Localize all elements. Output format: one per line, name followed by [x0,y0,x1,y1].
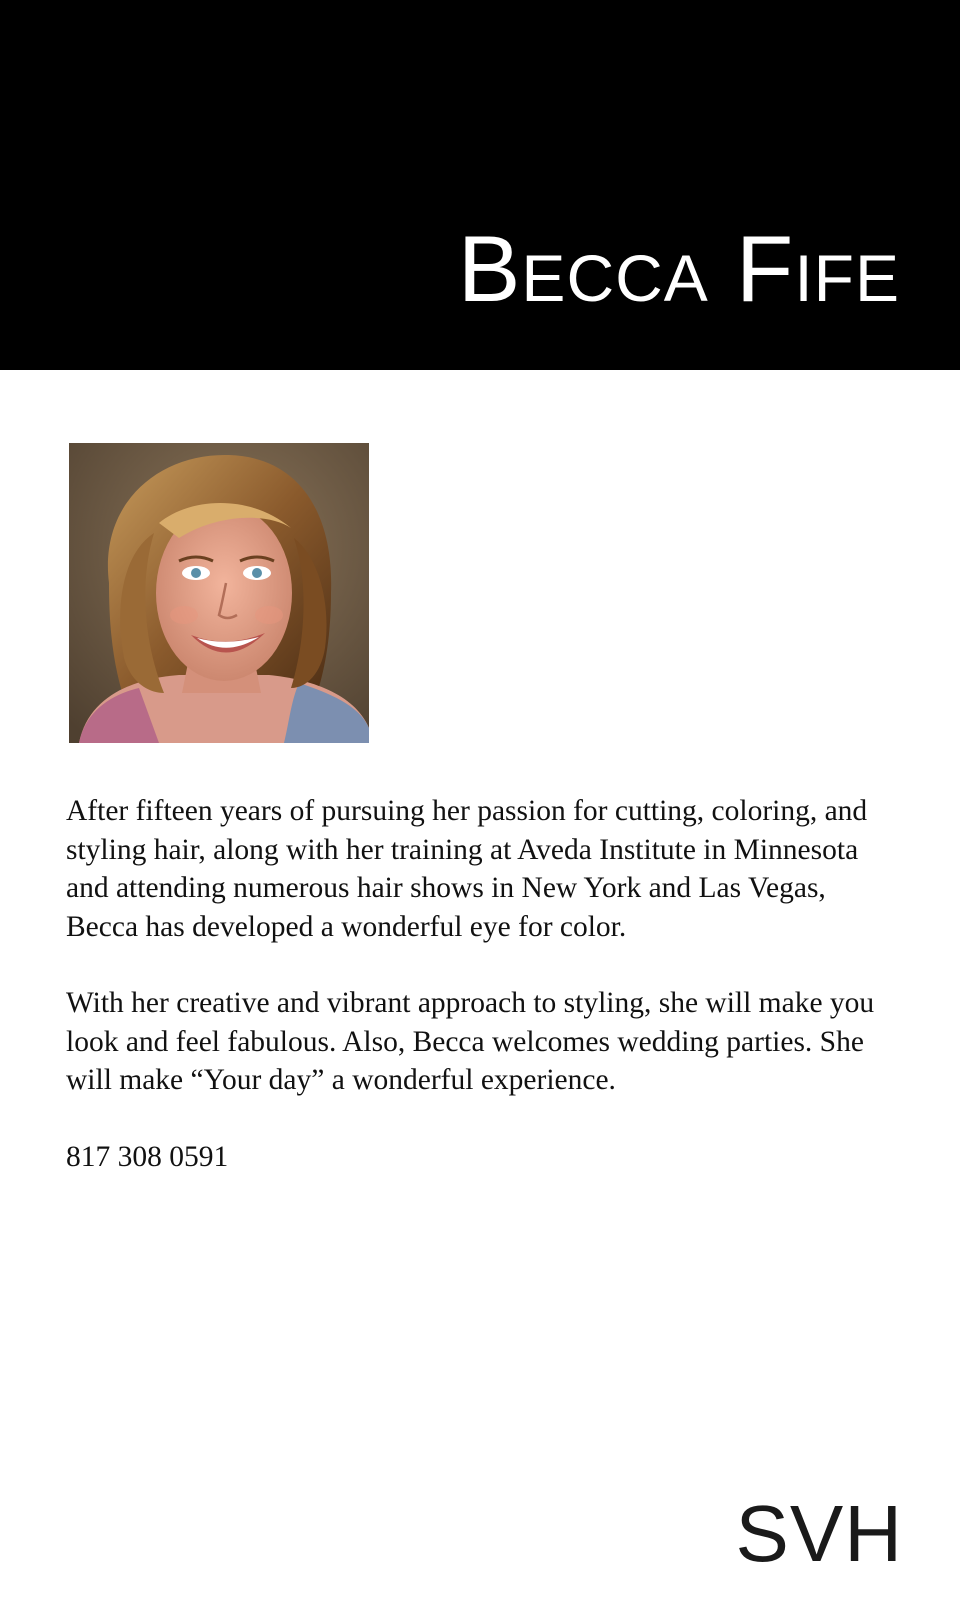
brand-logo: SVH [735,1489,903,1578]
header-banner [0,0,960,370]
portrait-photo [69,443,369,743]
bio-paragraph-1: After fifteen years of pursuing her passion for cutting, coloring, and styling hair, along with her training at Aveda Institute in Minnesota and attending numerous hair shows in New York and Las Vegas, Becca has developed a wonderful eye for color. [66,795,868,943]
bio-section [66,792,902,1214]
phone-number: 817 308 0591 [66,1140,229,1173]
portrait-image [69,443,369,743]
bio-paragraph-2: With her creative and vibrant approach to styling, she will make you look and feel fabulous. Also, Becca welcomes wedding parties. She will make “Your day” a wonderful experience. [66,987,875,1096]
page-title: Becca Fife [457,216,900,321]
